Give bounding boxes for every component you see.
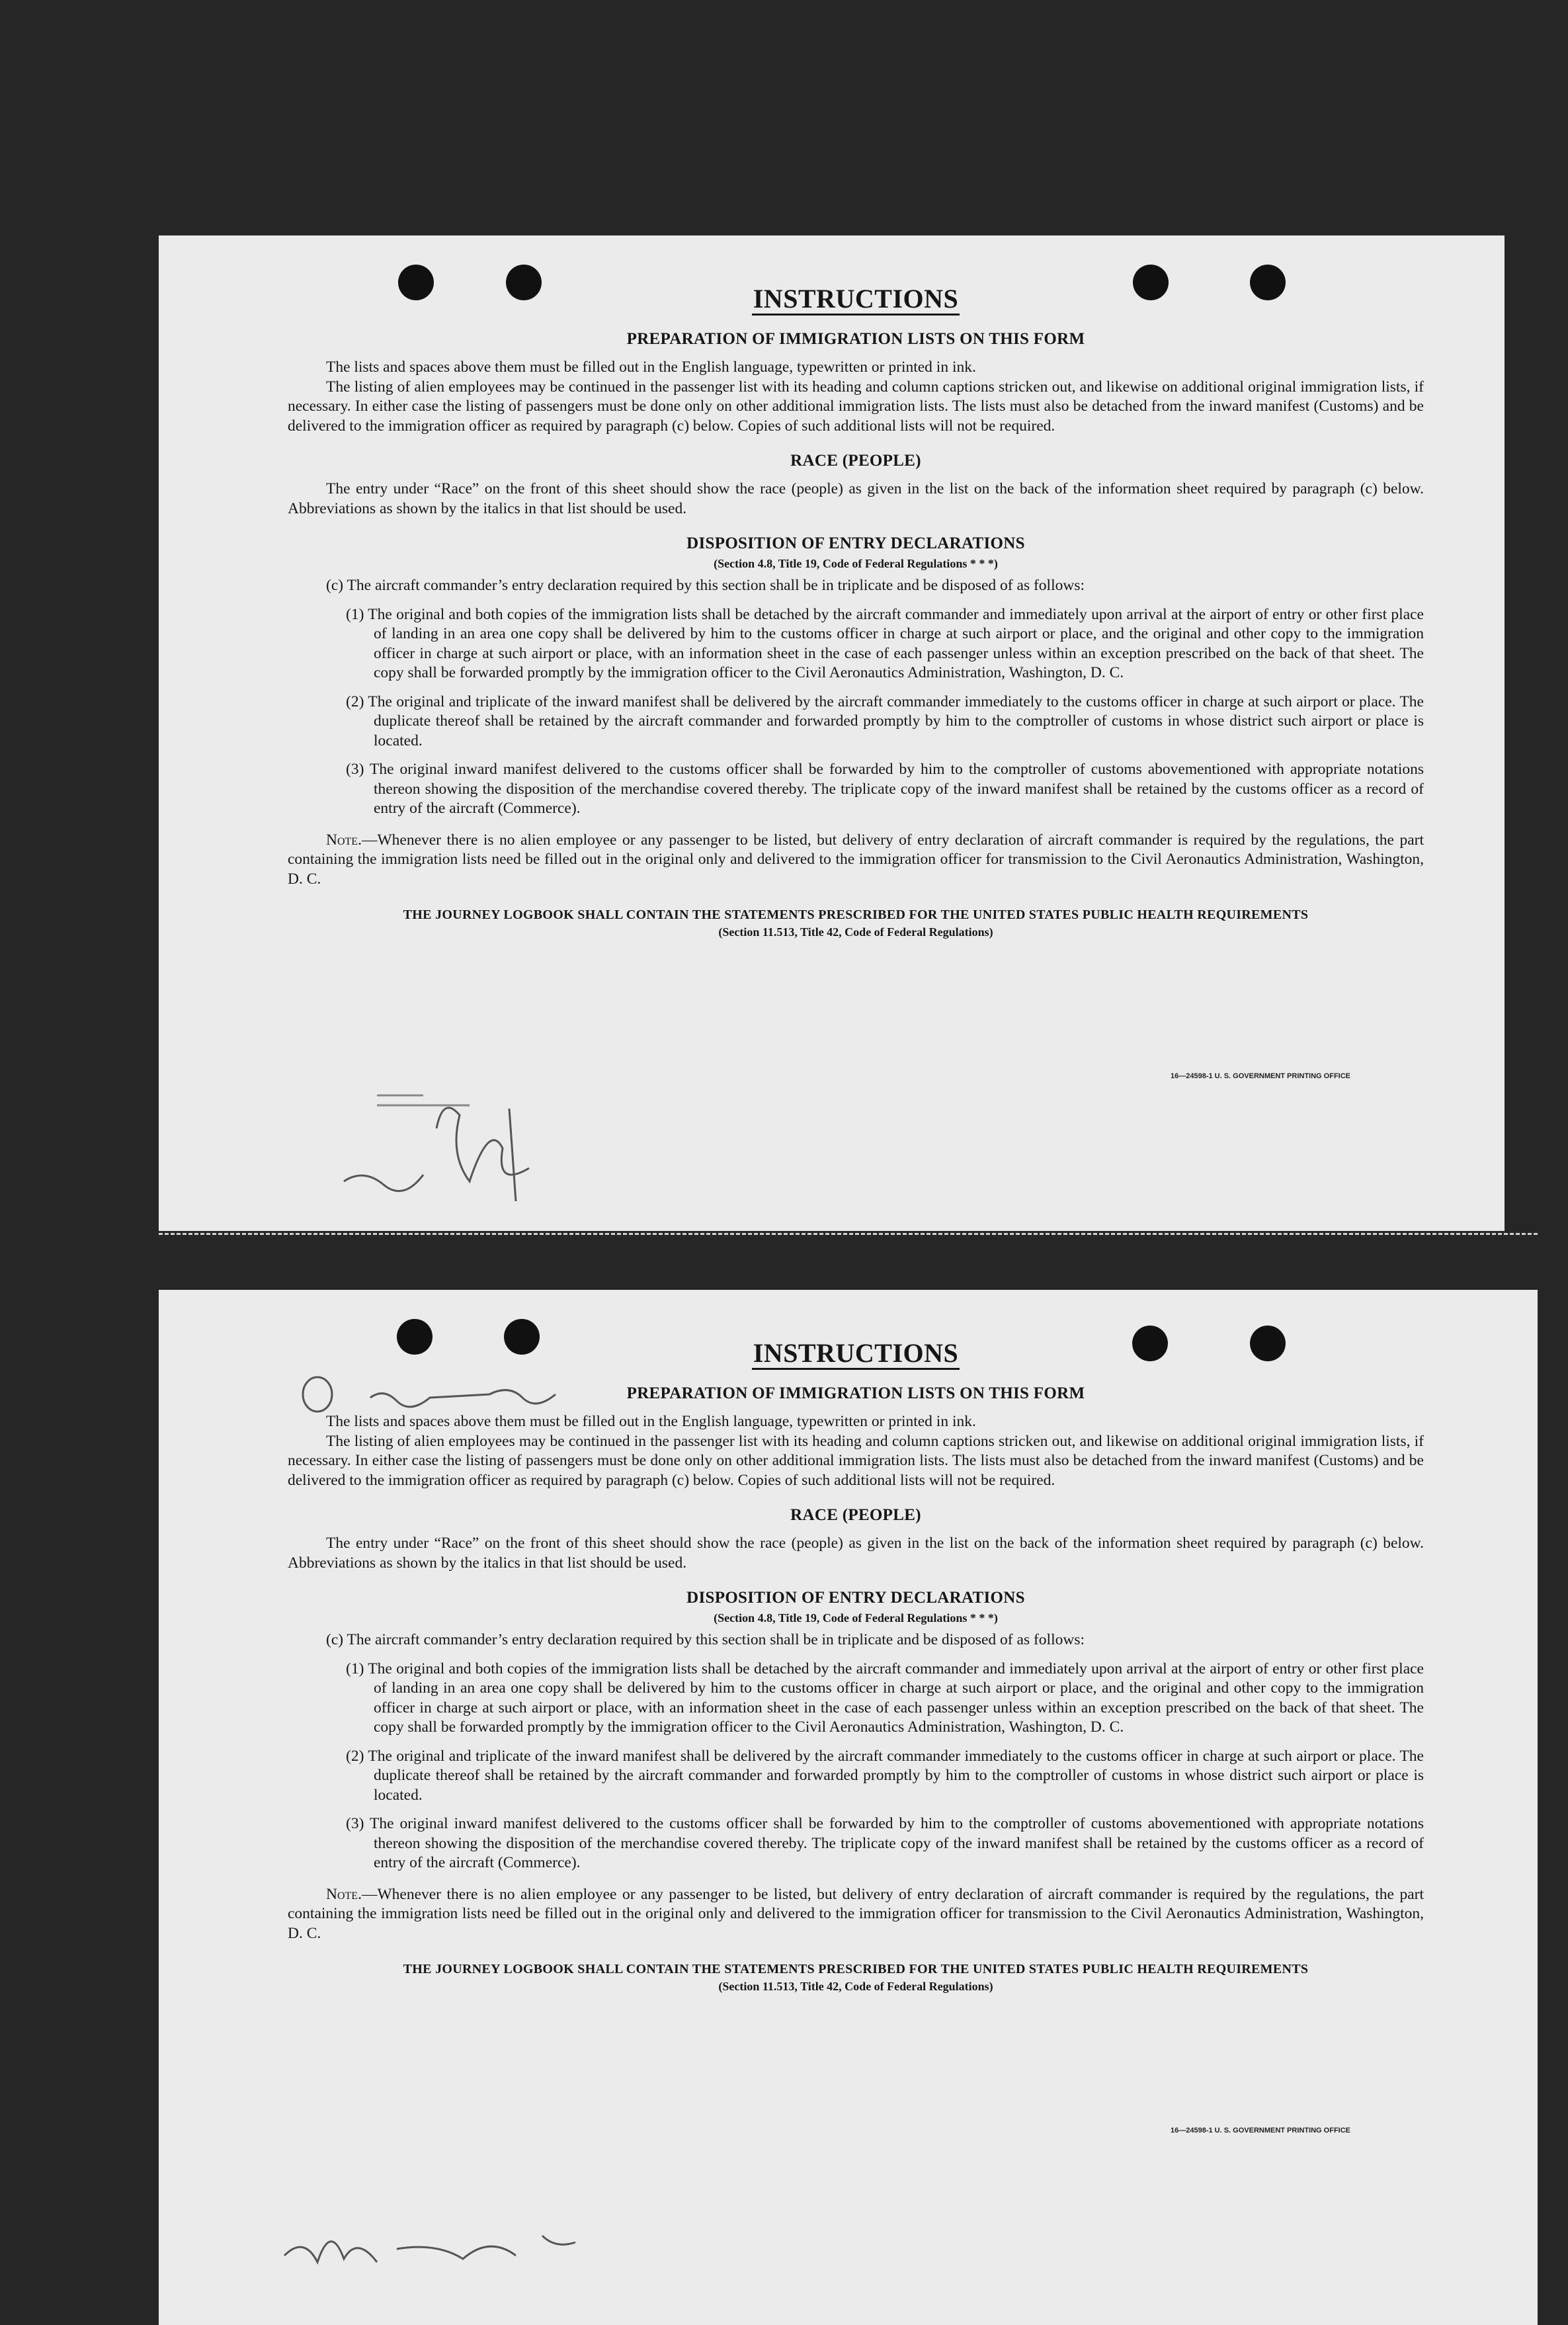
note-paragraph bbox=[288, 1885, 1424, 1944]
signature-mark bbox=[265, 2196, 635, 2289]
handwritten-mark bbox=[337, 1069, 615, 1214]
note-text: —Whenever there is no alien employee or any passenger to be listed, but delivery of entry declaration of aircraft commander is required by the regulations, the part containing the immigration lists need be filled out in the original only and delivered to the immigration officer for transmission to the Civil Aeronautics Administration, Washington, D. C. bbox=[288, 1885, 1424, 1942]
section-heading-race: RACE (PEOPLE) bbox=[790, 1506, 921, 1524]
instructions-body bbox=[288, 1337, 1424, 1994]
instruction-sheet-top bbox=[159, 235, 1505, 1231]
section-heading-preparation: PREPARATION OF IMMIGRATION LISTS ON THIS FORM bbox=[626, 330, 1085, 348]
paragraph: (c) The aircraft commander’s entry declaration required by this section shall be in triplicate and be disposed of as follows: bbox=[326, 577, 1085, 594]
public-health-citation: (Section 11.513, Title 42, Code of Federal Regulations) bbox=[718, 925, 993, 939]
section-heading-disposition: DISPOSITION OF ENTRY DECLARATIONS bbox=[686, 1589, 1025, 1607]
regulation-citation: (Section 4.8, Title 19, Code of Federal Regulations * * *) bbox=[714, 557, 998, 570]
instructions-body bbox=[288, 283, 1424, 939]
printing-office-code: 16—24598-1 U. S. GOVERNMENT PRINTING OFFICE bbox=[1171, 2127, 1351, 2135]
paragraph: The entry under “Race” on the front of this sheet should show the race (people) as given in the list on the back of the information sheet required by paragraph (c) below. Abbreviations as shown by the italics in that list should be used. bbox=[288, 480, 1424, 517]
clause-1: (1) The original and both copies of the immigration lists shall be detached by the aircraft commander and immediately upon arrival at the airport of entry or other first place of landing in an area one copy shall be delivered by him to the customs officer in charge at such airport or place, and the original and other copy to the immigration officer in charge at such airport or place, with an information sheet in the case of each passenger unless within an exception prescribed on the back of that sheet. The copy shall be forwarded promptly by the immigration officer to the Civil Aeronautics Administration, Washington, D. C. bbox=[346, 1660, 1424, 1736]
public-health-citation: (Section 11.513, Title 42, Code of Federal Regulations) bbox=[718, 1980, 993, 1993]
paragraph: The listing of alien employees may be continued in the passenger list with its heading and column captions stricken out, and likewise on additional original immigration lists, if necessary. In either case the listing of passengers must be done only on other additional immigration lists. The lists must also be detached from the inward manifest (Customs) and be delivered to the immigration officer as required by paragraph (c) below. Copies of such additional lists will not be required. bbox=[288, 1432, 1424, 1489]
public-health-statement: THE JOURNEY LOGBOOK SHALL CONTAIN THE STATEMENTS PRESCRIBED FOR THE UNITED STATES PUBLIC HEALTH REQUIREMENTS bbox=[403, 1962, 1309, 1976]
note-text: —Whenever there is no alien employee or any passenger to be listed, but delivery of entry declaration of aircraft commander is required by the regulations, the part containing the immigration lists need be filled out in the original only and delivered to the immigration officer for transmission to the Civil Aeronautics Administration, Washington, D. C. bbox=[288, 831, 1424, 888]
paragraph: The lists and spaces above them must be filled out in the English language, typewritten or printed in ink. bbox=[326, 359, 976, 376]
clause-2: (2) The original and triplicate of the inward manifest shall be delivered by the aircraft commander immediately to the customs officer in charge at such airport or place. The duplicate thereof shall be retained by the aircraft commander and forwarded promptly by him to the comptroller of customs in whose district such airport or place is located. bbox=[346, 1747, 1424, 1804]
section-heading-preparation: PREPARATION OF IMMIGRATION LISTS ON THIS FORM bbox=[626, 1384, 1085, 1402]
paragraph: The listing of alien employees may be continued in the passenger list with its heading and column captions stricken out, and likewise on additional original immigration lists, if necessary. In either case the listing of passengers must be done only on other additional immigration lists. The lists must also be detached from the inward manifest (Customs) and be delivered to the immigration officer as required by paragraph (c) below. Copies of such additional lists will not be required. bbox=[288, 378, 1424, 435]
paragraph: The entry under “Race” on the front of this sheet should show the race (people) as given in the list on the back of the information sheet required by paragraph (c) below. Abbreviations as shown by the italics in that list should be used. bbox=[288, 1535, 1424, 1572]
page-title: INSTRUCTIONS bbox=[288, 283, 1424, 314]
page-title: INSTRUCTIONS bbox=[288, 1337, 1424, 1369]
public-health-statement: THE JOURNEY LOGBOOK SHALL CONTAIN THE STATEMENTS PRESCRIBED FOR THE UNITED STATES PUBLIC HEALTH REQUIREMENTS bbox=[403, 908, 1309, 922]
paragraph: The lists and spaces above them must be filled out in the English language, typewritten or printed in ink. bbox=[326, 1413, 976, 1430]
clause-3: (3) The original inward manifest delivered to the customs officer shall be forwarded by him to the comptroller of customs abovementioned with appropriate notations thereon showing the disposition of the merchandise covered thereby. The triplicate copy of the inward manifest shall be retained by the customs officer as a record of entry of the aircraft (Commerce). bbox=[346, 761, 1424, 817]
printing-office-code: 16—24598-1 U. S. GOVERNMENT PRINTING OFFICE bbox=[1171, 1072, 1351, 1080]
section-heading-disposition: DISPOSITION OF ENTRY DECLARATIONS bbox=[686, 534, 1025, 552]
clause-3: (3) The original inward manifest delivered to the customs officer shall be forwarded by him to the comptroller of customs abovementioned with appropriate notations thereon showing the disposition of the merchandise covered thereby. The triplicate copy of the inward manifest shall be retained by the customs officer as a record of entry of the aircraft (Commerce). bbox=[346, 1815, 1424, 1871]
paragraph: (c) The aircraft commander’s entry declaration required by this section shall be in triplicate and be disposed of as follows: bbox=[326, 1631, 1085, 1648]
note-label: Note. bbox=[326, 1885, 362, 1903]
instruction-sheet-bottom bbox=[159, 1290, 1538, 2325]
note-paragraph bbox=[288, 831, 1424, 890]
sheet-divider bbox=[159, 1233, 1538, 1235]
note-label: Note. bbox=[326, 831, 362, 849]
section-heading-race: RACE (PEOPLE) bbox=[790, 452, 921, 470]
clause-1: (1) The original and both copies of the immigration lists shall be detached by the aircraft commander and immediately upon arrival at the airport of entry or other first place of landing in an area one copy shall be delivered by him to the customs officer in charge at such airport or place, and the original and other copy to the immigration officer in charge at such airport or place, with an information sheet in the case of each passenger unless within an exception prescribed on the back of that sheet. The copy shall be forwarded promptly by the immigration officer to the Civil Aeronautics Administration, Washington, D. C. bbox=[346, 605, 1424, 681]
clause-2: (2) The original and triplicate of the inward manifest shall be delivered by the aircraft commander immediately to the customs officer in charge at such airport or place. The duplicate thereof shall be retained by the aircraft commander and forwarded promptly by him to the comptroller of customs in whose district such airport or place is located. bbox=[346, 693, 1424, 749]
regulation-citation: (Section 4.8, Title 19, Code of Federal Regulations * * *) bbox=[714, 1611, 998, 1625]
handwritten-mark bbox=[291, 1368, 661, 1427]
